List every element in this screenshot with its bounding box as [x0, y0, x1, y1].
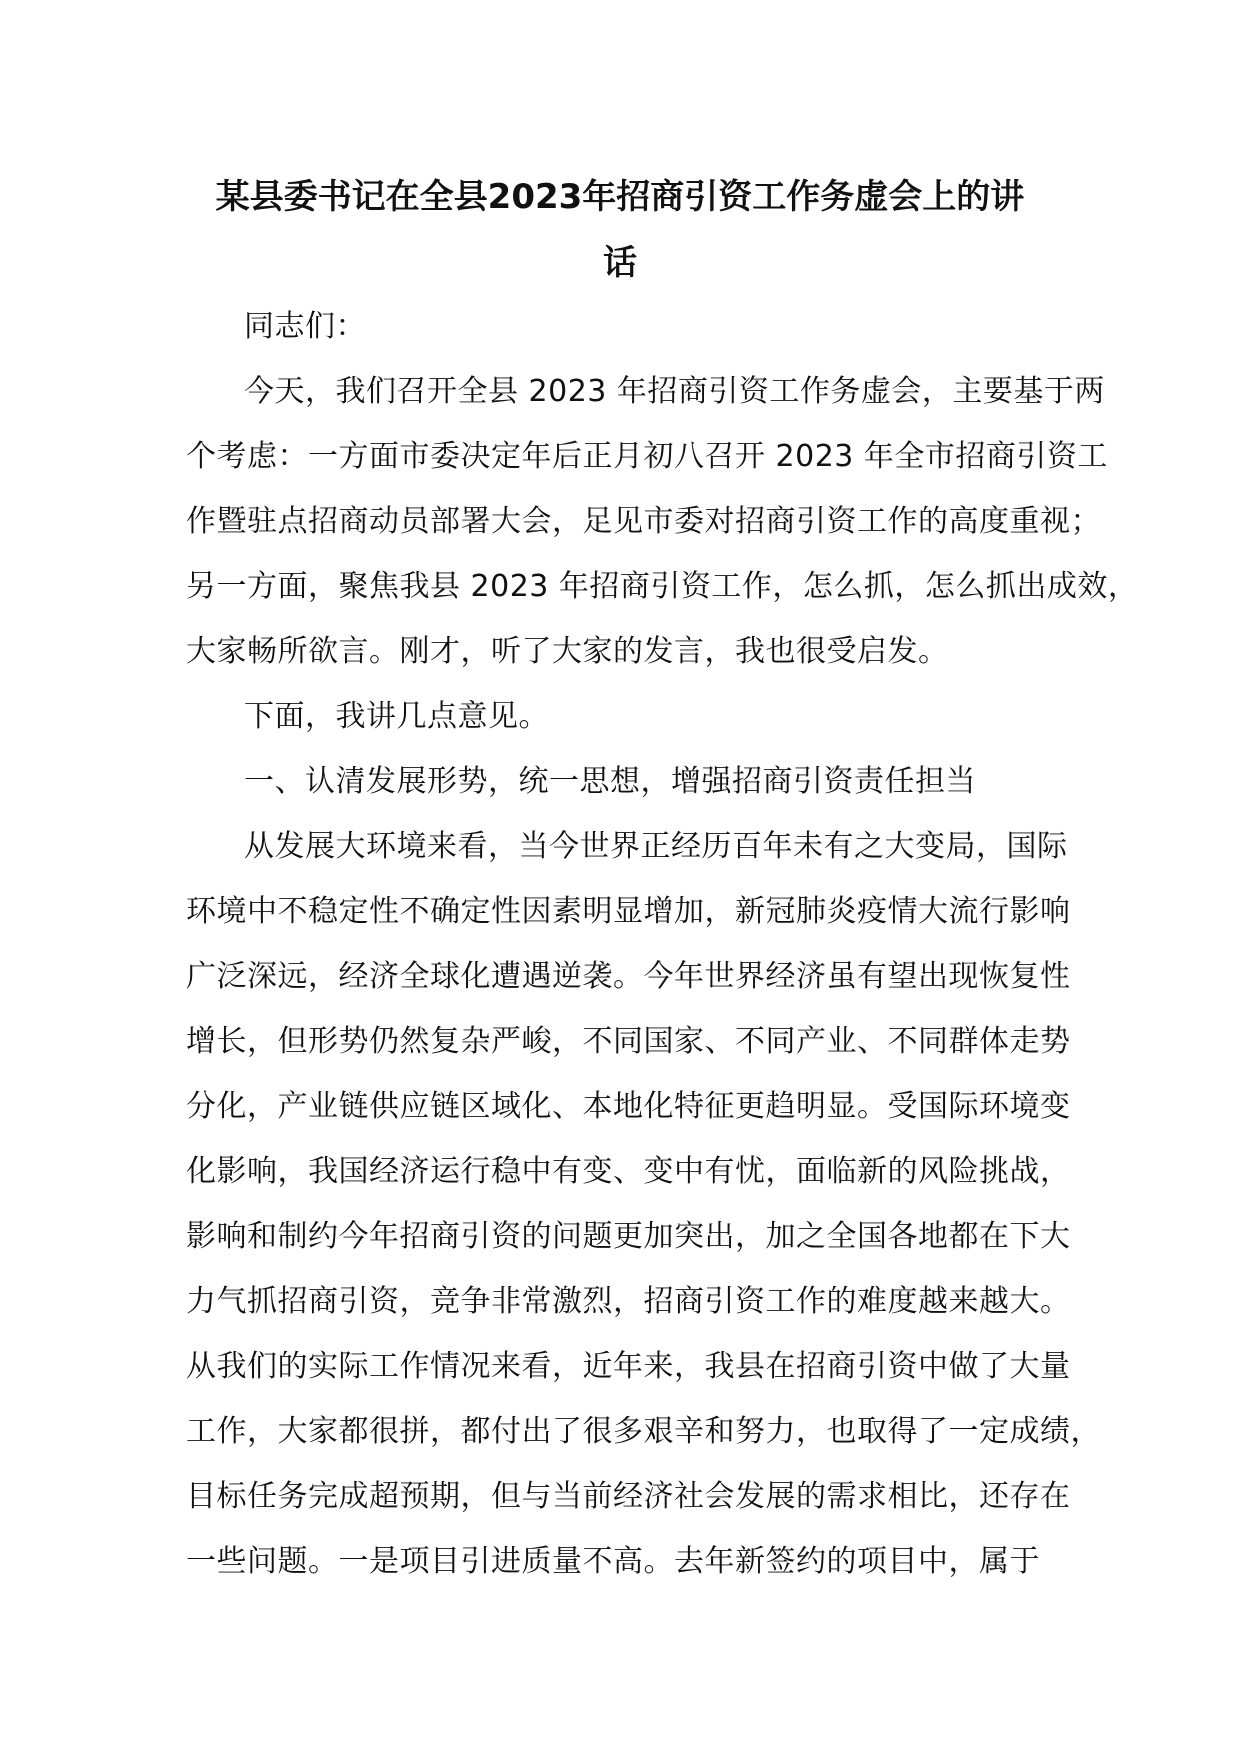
body-line: 广泛深远，经济全球化遭遇逆袭。今年世界经济虽有望出现恢复性 [186, 959, 1071, 994]
body-line: 今天，我们召开全县 2023 年招商引资工作务虚会，主要基于两 [244, 374, 1105, 409]
title-line-2: 话 [603, 243, 637, 283]
body-line: 作暨驻点招商动员部署大会，足见市委对招商引资工作的高度重视； [186, 504, 1101, 539]
body-line: 从发展大环境来看，当今世界正经历百年未有之大变局，国际 [244, 829, 1068, 864]
body-line: 化影响，我国经济运行稳中有变、变中有忧，面临新的风险挑战， [186, 1154, 1071, 1189]
body-line: 个考虑：一方面市委决定年后正月初八召开 2023 年全市招商引资工 [186, 439, 1108, 474]
body-line: 从我们的实际工作情况来看，近年来，我县在招商引资中做了大量 [186, 1349, 1071, 1384]
body-line: 工作，大家都很拼，都付出了很多艰辛和努力，也取得了一定成绩， [186, 1414, 1101, 1449]
body-line: 分化，产业链供应链区域化、本地化特征更趋明显。受国际环境变 [186, 1089, 1071, 1124]
body-line: 影响和制约今年招商引资的问题更加突出，加之全国各地都在下大 [186, 1219, 1071, 1254]
body-line: 环境中不稳定性不确定性因素明显增加，新冠肺炎疫情大流行影响 [186, 894, 1071, 929]
document-title [186, 164, 1054, 296]
body-line: 目标任务完成超预期，但与当前经济社会发展的需求相比，还存在 [186, 1479, 1071, 1514]
body-line: 增长，但形势仍然复杂严峻，不同国家、不同产业、不同群体走势 [186, 1024, 1071, 1059]
body-line: 同志们： [244, 309, 366, 344]
body-line: 大家畅所欲言。刚才，听了大家的发言，我也很受启发。 [186, 634, 949, 669]
body-line: 力气抓招商引资，竞争非常激烈，招商引资工作的难度越来越大。 [186, 1284, 1071, 1319]
title-line-1: 某县委书记在全县2023年招商引资工作务虚会上的讲 [215, 177, 1025, 217]
document-body [186, 294, 1139, 1594]
body-line: 下面，我讲几点意见。 [244, 699, 549, 734]
body-line: 一、认清发展形势，统一思想，增强招商引资责任担当 [244, 764, 976, 799]
body-line: 一些问题。一是项目引进质量不高。去年新签约的项目中，属于 [186, 1544, 1040, 1579]
body-line: 另一方面，聚焦我县 2023 年招商引资工作，怎么抓，怎么抓出成效， [186, 569, 1139, 604]
